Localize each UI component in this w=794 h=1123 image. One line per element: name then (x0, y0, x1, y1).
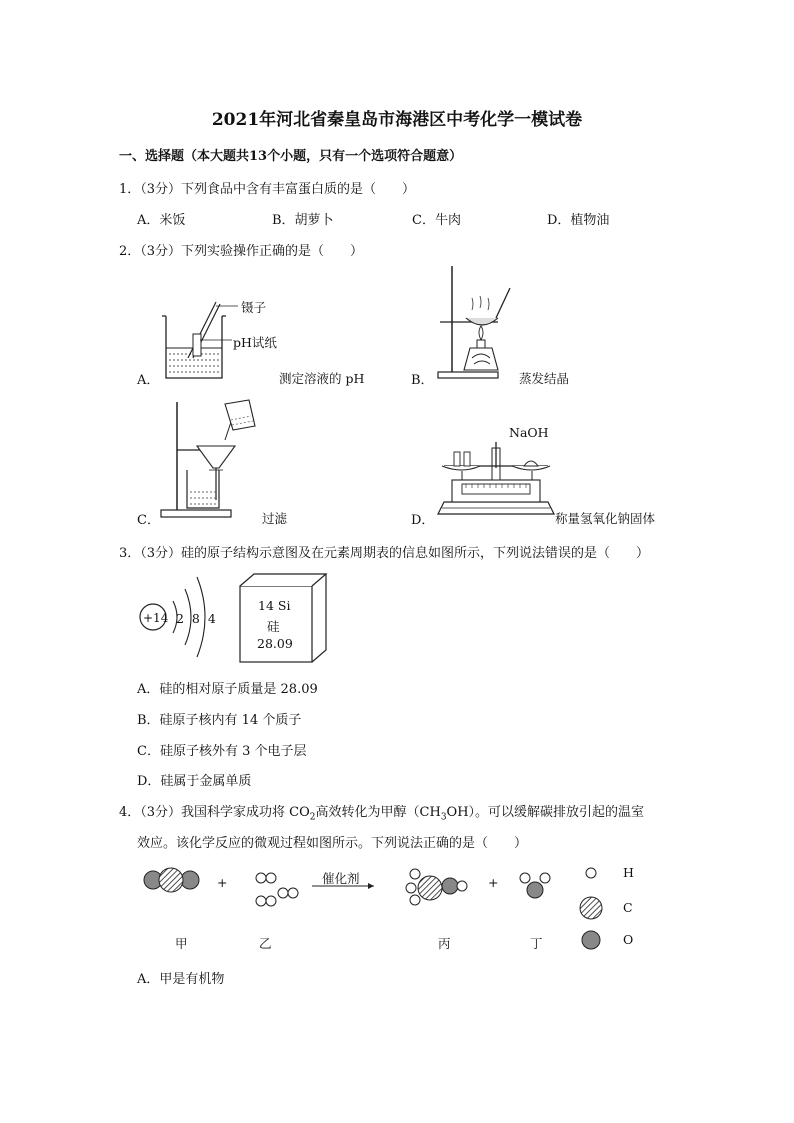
ph-paper-label: pH试纸 (233, 335, 277, 350)
q3-option-b: B．硅原子核内有 14 个质子 (137, 713, 302, 728)
filtration-diagram (157, 396, 257, 522)
legend-c: C (623, 900, 633, 915)
catalyst-label: 催化剂 (322, 871, 360, 886)
tweezers-label: 镊子 (241, 300, 267, 315)
ph-test-caption: 测定溶液的 pH (279, 371, 365, 386)
reaction-diagram (138, 858, 658, 954)
label-yi: 乙 (259, 936, 272, 951)
q4-option-a: A．甲是有机物 (137, 972, 225, 987)
q2-option-c-letter: C． (137, 513, 160, 528)
q3-option-d: D．硅属于金属单质 (137, 774, 252, 789)
q3-option-c: C．硅原子核外有 3 个电子层 (137, 744, 307, 759)
page-title: 2021年河北省秦皇岛市海港区中考化学一模试卷 (211, 110, 583, 130)
q2-option-d-letter: D． (411, 513, 435, 528)
legend-o: O (623, 932, 634, 947)
question-1-stem: 1．（3分）下列食品中含有丰富蛋白质的是（ ） (119, 182, 416, 197)
evaporation-diagram (436, 262, 518, 382)
balance-caption: 称量氢氧化钠固体 (555, 511, 656, 526)
question-3-stem: 3．（3分）硅的原子结构示意图及在元素周期表的信息如图所示，下列说法错误的是（ ） (119, 546, 650, 561)
q1-option-b: B．胡萝卜 (272, 213, 334, 228)
element-number-symbol: 14 Si (258, 598, 291, 613)
q2-option-a-letter: A． (137, 373, 160, 388)
balance-diagram (436, 438, 556, 522)
label-bing: 丙 (438, 936, 451, 951)
legend-h: H (623, 865, 634, 880)
naoh-label: NaOH (509, 425, 549, 440)
question-4-stem-line2: 效应。该化学反应的微观过程如图所示。下列说法正确的是（ ） (137, 836, 528, 851)
element-mass: 28.09 (257, 636, 293, 651)
question-4-stem-line1: 4．（3分）我国科学家成功将 $CO_2$高效转化为甲醇$(CH_3OH)$。可以缓解碳排放引起的温室 (119, 805, 645, 823)
q1-option-c: C．牛肉 (412, 213, 461, 228)
q1-option-a: A．米饭 (137, 213, 186, 228)
electron-shells: 2 8 4 (176, 611, 218, 626)
question-2-stem: 2．（3分）下列实验操作正确的是（ ） (119, 244, 364, 259)
evaporation-caption: 蒸发结晶 (519, 371, 570, 386)
plus-sign-2: + (488, 875, 499, 890)
q2-option-b-letter: B． (411, 373, 434, 388)
element-name: 硅 (267, 619, 280, 634)
filtration-caption: 过滤 (262, 511, 288, 526)
q1-option-d: D．植物油 (547, 213, 610, 228)
q3-option-a: A．硅的相对原子质量是 28.09 (137, 682, 318, 697)
nucleus-charge: +14 (143, 611, 169, 625)
section-heading: 一、选择题（本大题共13个小题，只有一个选项符合题意） (119, 149, 463, 164)
label-jia: 甲 (175, 936, 188, 951)
plus-sign-1: + (217, 875, 228, 890)
label-ding: 丁 (530, 936, 543, 951)
